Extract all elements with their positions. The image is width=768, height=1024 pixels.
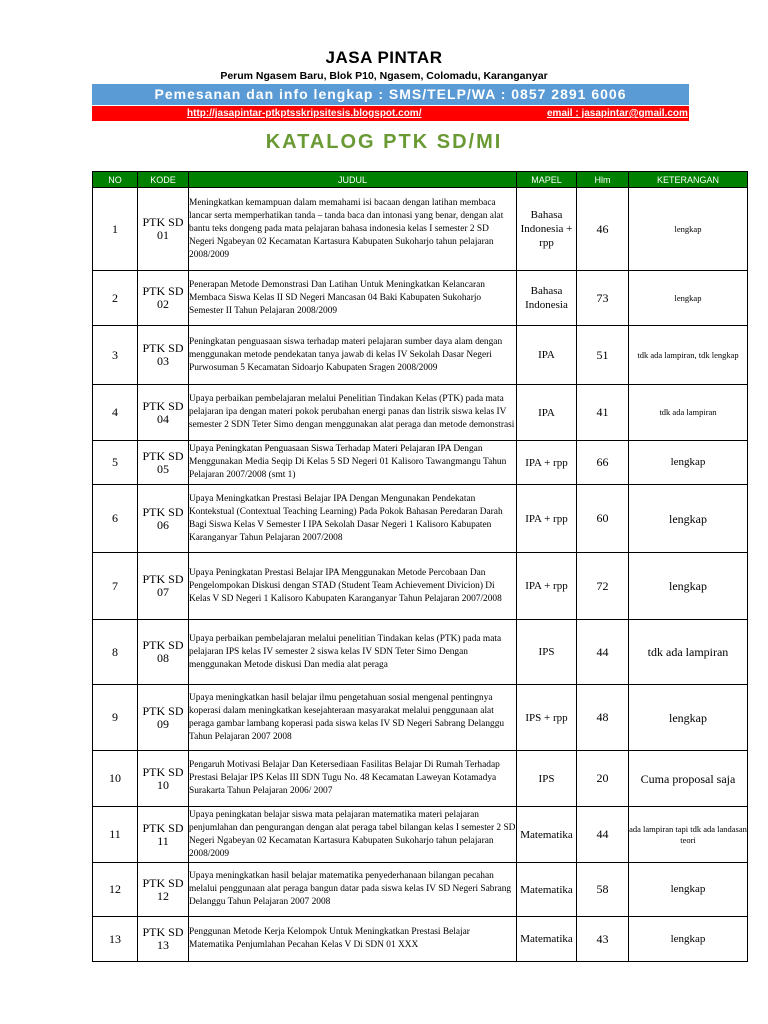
row-code-number: 01	[157, 228, 169, 242]
row-title: Meningkatkan kemampuan dalam memahami isi bacaan dengan latihan membaca lancar serta memperhatikan tanda – tanda baca dan intonasi yang benar, dengan alat bantu teks dongeng pada mata pelajaran bahasa indonesia kelas I semester 2 SD Negeri Ngabeyan 02 Kecamatan Kartasura Kabupaten Sukoharjo tahun pelajaran 2008/2009	[189, 188, 517, 271]
row-subject: IPS	[517, 751, 577, 807]
column-header-judul: JUDUL	[189, 172, 517, 188]
row-code-number: 11	[157, 833, 169, 848]
row-remarks: ada lampiran tapi tdk ada landasan teori	[629, 807, 748, 863]
row-number: 1	[93, 188, 138, 271]
table-row	[93, 620, 748, 685]
row-pages: 48	[577, 685, 629, 751]
row-pages: 20	[577, 751, 629, 807]
row-subject: Matematika	[517, 863, 577, 917]
links-banner	[92, 106, 689, 121]
row-number: 7	[93, 553, 138, 620]
row-code	[138, 385, 189, 441]
row-code-prefix: PTK SD	[142, 925, 184, 939]
row-title: Peningkatan penguasaan siswa terhadap materi pelajaran sumber daya alam dengan menggunakan metode pendekatan tanya jawab di kelas IV Sekolah Dasar Negeri Purwosuman 5 Kecamatan Sidoarjo Kabupaten Sragen 2008/2009	[189, 326, 517, 385]
row-remarks: tdk ada lampiran	[629, 385, 748, 441]
column-header-hlm: Hlm	[577, 172, 629, 188]
row-code-prefix: PTK SD	[142, 875, 184, 890]
row-code-number: 13	[157, 938, 169, 952]
row-title: Upaya meningkatkan hasil belajar ilmu pengetahuan sosial mengenal pentingnya koperasi dalam meningkatkan kesejahteraan masyarakat melalui penggunaan alat peraga gambar lambang koperasi pada siswa kelas IV SD Negeri Sabrang Delanggu Tahun Pelajaran 2007 2008	[189, 685, 517, 751]
catalog-title: KATALOG PTK SD/MI	[265, 131, 503, 153]
row-subject: IPA	[517, 326, 577, 385]
row-title: Upaya perbaikan pembelajaran melalui Penelitian Tindakan Kelas (PTK) pada mata pelajaran ipa dengan materi pokok perubahan energi panas dan listrik siswa kelas IV semester 2 SDN Teter Simo dengan menggunakan alat peraga dan metode demonstrasi	[189, 385, 517, 441]
table-row	[93, 685, 748, 751]
table-row	[93, 441, 748, 485]
row-code	[138, 620, 189, 685]
row-code-number: 08	[157, 651, 169, 665]
row-code	[138, 271, 189, 326]
row-code-number: 04	[157, 411, 169, 426]
row-code-prefix: PTK SD	[142, 703, 184, 718]
row-pages: 44	[577, 807, 629, 863]
row-pages: 73	[577, 271, 629, 326]
row-subject: Bahasa Indonesia	[517, 271, 577, 326]
row-code-number: 09	[157, 716, 169, 731]
row-pages: 44	[577, 620, 629, 685]
row-title: Pengaruh Motivasi Belajar Dan Ketersediaan Fasilitas Belajar Di Rumah Terhadap Prestasi Belajar IPS Kelas III SDN Tugu No. 48 Kecamatan Laweyan Kotamadya Surakarta Tahun Pelajaran 2006/ 2007	[189, 751, 517, 807]
table-row	[93, 188, 748, 271]
row-code-prefix: PTK SD	[142, 448, 184, 463]
row-code	[138, 553, 189, 620]
column-header-no: NO	[93, 172, 138, 188]
table-row	[93, 385, 748, 441]
row-title: Upaya perbaikan pembelajaran melalui penelitian Tindakan kelas (PTK) pada mata pelajaran IPS kelas IV semester 2 siswa kelas IV SDN Teter Simo Dengan menggunakan Metode diskusi Dan media alat peraga	[189, 620, 517, 685]
row-code-prefix: PTK SD	[142, 764, 184, 779]
row-title: Upaya meningkatkan hasil belajar matematika penyederhanaan bilangan pecahan melalui penggunaan alat peraga bangun datar pada siswa kelas IV SD Negeri Sabrang Delanggu Tahun Pelajaran 2007 2008	[189, 863, 517, 917]
row-code	[138, 485, 189, 553]
row-number: 12	[93, 863, 138, 917]
row-code-number: 07	[157, 585, 169, 599]
column-header-kode: KODE	[138, 172, 189, 188]
contact-banner: Pemesanan dan info lengkap : SMS/TELP/WA : 0857 2891 6006	[92, 84, 689, 105]
table-header-row	[93, 172, 748, 188]
row-code-prefix: PTK SD	[142, 504, 184, 519]
row-number: 10	[93, 751, 138, 807]
table-row	[93, 326, 748, 385]
row-number: 13	[93, 917, 138, 962]
row-code-number: 03	[157, 354, 169, 368]
row-subject: IPS	[517, 620, 577, 685]
row-subject: IPA	[517, 385, 577, 441]
row-code-number: 02	[157, 297, 169, 311]
row-subject: Matematika	[517, 807, 577, 863]
row-subject: IPS + rpp	[517, 685, 577, 751]
catalog-table	[92, 171, 748, 962]
row-code	[138, 441, 189, 485]
row-code-prefix: PTK SD	[142, 398, 184, 413]
row-code	[138, 188, 189, 271]
table-row	[93, 807, 748, 863]
row-remarks: lengkap	[629, 917, 748, 962]
row-title: Upaya Peningkatan Prestasi Belajar IPA Menggunakan Metode Percobaan Dan Pengelompokan Diskusi dengan STAD (Student Team Achievement Divicion) Di Kelas V SD Negeri 1 Kalisoro Kabupaten Karanganyar Tahun Pelajaran 2007/2008	[189, 553, 517, 620]
row-remarks: lengkap	[629, 485, 748, 553]
table-row	[93, 863, 748, 917]
row-remarks: tdk ada lampiran	[629, 620, 748, 685]
column-header-mapel: MAPEL	[517, 172, 577, 188]
row-pages: 41	[577, 385, 629, 441]
row-subject: IPA + rpp	[517, 553, 577, 620]
row-code-number: 06	[157, 517, 169, 532]
row-title: Upaya Meningkatkan Prestasi Belajar IPA Dengan Mengunakan Pendekatan Kontekstual (Contextual Teaching Learning) Pada Pokok Bahasan Peredaran Darah Bagi Siswa Kelas V Semester I IPA Sekolah Dasar Negeri 1 Kalisoro Kabupaten Karanganyar Tahun Pelajaran 2007/2008	[189, 485, 517, 553]
row-remarks: lengkap	[629, 863, 748, 917]
row-code-prefix: PTK SD	[142, 820, 184, 835]
company-title: JASA PINTAR	[325, 48, 443, 67]
row-number: 3	[93, 326, 138, 385]
row-remarks: lengkap	[629, 441, 748, 485]
row-pages: 60	[577, 485, 629, 553]
row-number: 9	[93, 685, 138, 751]
row-number: 8	[93, 620, 138, 685]
row-code	[138, 326, 189, 385]
row-code-prefix: PTK SD	[142, 341, 184, 355]
table-row	[93, 271, 748, 326]
row-remarks: lengkap	[629, 553, 748, 620]
table-row	[93, 917, 748, 962]
table-row	[93, 485, 748, 553]
row-number: 4	[93, 385, 138, 441]
row-code-number: 12	[157, 888, 169, 903]
row-subject: IPA + rpp	[517, 441, 577, 485]
row-pages: 51	[577, 326, 629, 385]
row-code-prefix: PTK SD	[142, 638, 184, 652]
row-code-number: 05	[157, 461, 169, 476]
row-code-prefix: PTK SD	[142, 572, 184, 586]
row-remarks: lengkap	[629, 271, 748, 326]
table-row	[93, 553, 748, 620]
row-title: Upaya Peningkatan Penguasaan Siswa Terhadap Materi Pelajaran IPA Dengan Menggunakan Media Seqip Di Kelas 5 SD Negeri 01 Kalisoro Tawangmangu Tahun Pelajaran 2007/2008 (smt 1)	[189, 441, 517, 485]
row-pages: 66	[577, 441, 629, 485]
row-code-number: 10	[157, 777, 169, 792]
row-code	[138, 863, 189, 917]
row-subject: IPA + rpp	[517, 485, 577, 553]
row-code-prefix: PTK SD	[142, 215, 184, 229]
row-remarks: lengkap	[629, 188, 748, 271]
blog-link[interactable]: http://jasapintar-ptkptsskripsitesis.blogspot.com/	[187, 108, 422, 119]
row-remarks: tdk ada lampiran, tdk lengkap	[629, 326, 748, 385]
row-pages: 43	[577, 917, 629, 962]
company-address: Perum Ngasem Baru, Blok P10, Ngasem, Colomadu, Karanganyar	[220, 70, 548, 82]
row-number: 6	[93, 485, 138, 553]
email-link[interactable]: email : jasapintar@gmail.com	[547, 108, 688, 119]
column-header-keterangan: KETERANGAN	[629, 172, 748, 188]
row-pages: 58	[577, 863, 629, 917]
row-code	[138, 917, 189, 962]
row-pages: 72	[577, 553, 629, 620]
row-subject: Matematika	[517, 917, 577, 962]
row-code	[138, 685, 189, 751]
row-title: Upaya peningkatan belajar siswa mata pelajaran matematika materi pelajaran penjumlahan dan pengurangan dengan alat peraga tabel bilangan kelas I semester 2 SD Negeri Ngabeyan 02 Kecamatan Kartasura Kabupaten Sukoharjo tahun pelajaran 2008/2009	[189, 807, 517, 863]
row-title: Penerapan Metode Demonstrasi Dan Latihan Untuk Meningkatkan Kelancaran Membaca Siswa Kelas II SD Negeri Mancasan 04 Baki Kabupaten Sukoharjo Semester II Tahun Pelajaran 2008/2009	[189, 271, 517, 326]
row-code	[138, 751, 189, 807]
row-remarks: Cuma proposal saja	[629, 751, 748, 807]
row-code	[138, 807, 189, 863]
row-number: 2	[93, 271, 138, 326]
row-remarks: lengkap	[629, 685, 748, 751]
row-number: 5	[93, 441, 138, 485]
table-row	[93, 751, 748, 807]
row-number: 11	[93, 807, 138, 863]
row-pages: 46	[577, 188, 629, 271]
row-subject: Bahasa Indonesia + rpp	[517, 188, 577, 271]
row-title: Penggunan Metode Kerja Kelompok Untuk Meningkatkan Prestasi Belajar Matematika Penjumlahan Pecahan Kelas V Di SDN 01 XXX	[189, 917, 517, 962]
row-code-prefix: PTK SD	[142, 284, 184, 298]
